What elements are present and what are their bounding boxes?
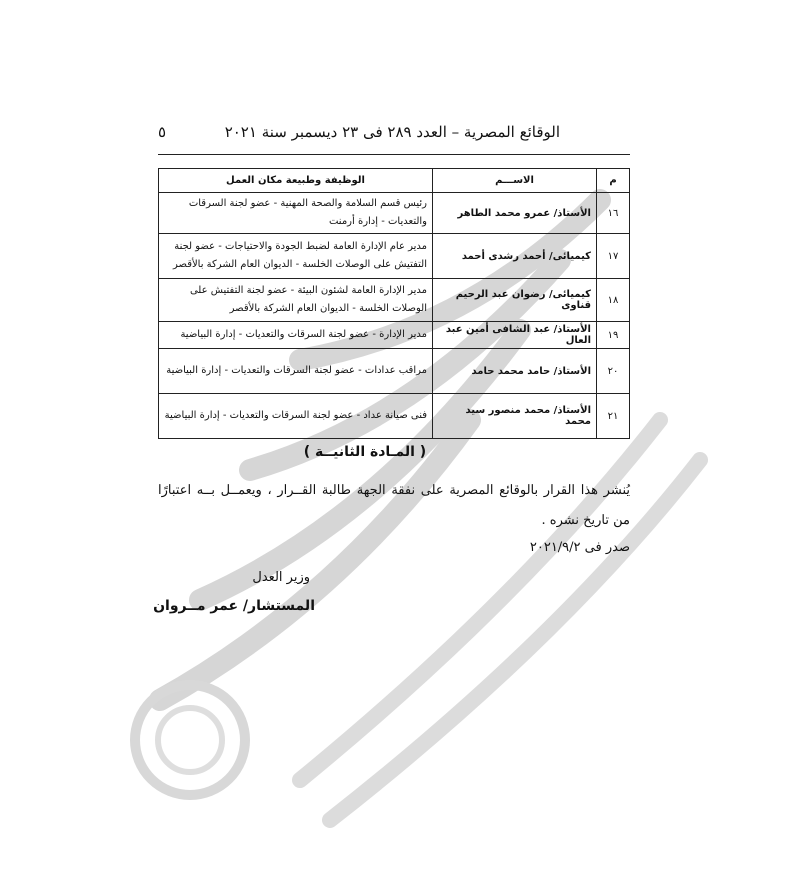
- row-name: كيميائى/ رضوان عبد الرحيم قناوى: [433, 279, 597, 322]
- row-job: فنى صيانة عداد - عضو لجنة السرقات والتعديات - إدارة البياضية: [159, 394, 433, 439]
- row-name: الأستاذ/ عمرو محمد الطاهر: [433, 193, 597, 234]
- row-name: كيميائى/ أحمد رشدى أحمد: [433, 234, 597, 279]
- table-row: [159, 234, 630, 279]
- page-header: [158, 118, 630, 155]
- signatory-title: وزير العدل: [252, 570, 310, 585]
- issue-date: صدر فى ٢٠٢١/٩/٢: [529, 540, 630, 555]
- column-header-job: الوظيفة وطبيعة مكان العمل: [159, 169, 433, 193]
- column-header-num: م: [597, 169, 630, 193]
- signatory-name: المستشار/ عمر مــروان: [153, 598, 315, 614]
- row-num: ١٨: [597, 279, 630, 322]
- row-num: ١٧: [597, 234, 630, 279]
- row-job: مدير الإدارة العامة لشئون البيئة - عضو لجنة التفتيش على الوصلات الخلسة - الديوان العام الشركة بالأقصر: [159, 279, 433, 322]
- row-num: ١٩: [597, 322, 630, 349]
- row-num: ١٦: [597, 193, 630, 234]
- table-row: [159, 349, 630, 394]
- row-name: الأستاذ/ محمد منصور سيد محمد: [433, 394, 597, 439]
- row-job: مراقب عدادات - عضو لجنة السرقات والتعديات - إدارة البياضية: [159, 349, 433, 394]
- row-num: ٢٠: [597, 349, 630, 394]
- table-row: [159, 193, 630, 234]
- table-row: [159, 279, 630, 322]
- row-job: مدير الإدارة - عضو لجنة السرقات والتعديات - إدارة البياضية: [159, 322, 433, 349]
- article-body: يُنشر هذا القرار بالوقائع المصرية على نفقة الجهة طالبة القــرار ، ويعمــل بــه اعتبارًا من تاريخ نشره .: [158, 483, 630, 528]
- row-job: رئيس قسم السلامة والصحة المهنية - عضو لجنة السرقات والتعديات - إدارة أرمنت: [159, 193, 433, 234]
- row-name: الأستاذ/ عبد الشافى أمين عبد العال: [433, 322, 597, 349]
- row-name: الأستاذ/ حامد محمد حامد: [433, 349, 597, 394]
- table-header-row: [159, 169, 630, 193]
- row-num: ٢١: [597, 394, 630, 439]
- column-header-name: الاســـم: [433, 169, 597, 193]
- members-table: [158, 168, 630, 439]
- table-row: [159, 394, 630, 439]
- header-title: الوقائع المصرية – العدد ٢٨٩ فى ٢٣ ديسمبر سنة ٢٠٢١: [224, 123, 560, 141]
- row-job: مدير عام الإدارة العامة لضبط الجودة والاحتياجات - عضو لجنة التفتيش على الوصلات الخلسة - الديوان العام الشركة بالأقصر: [159, 234, 433, 279]
- table-row: [159, 322, 630, 349]
- article-title: ( المـادة الثانيــة ): [303, 444, 427, 460]
- page-number: ٥: [158, 123, 167, 141]
